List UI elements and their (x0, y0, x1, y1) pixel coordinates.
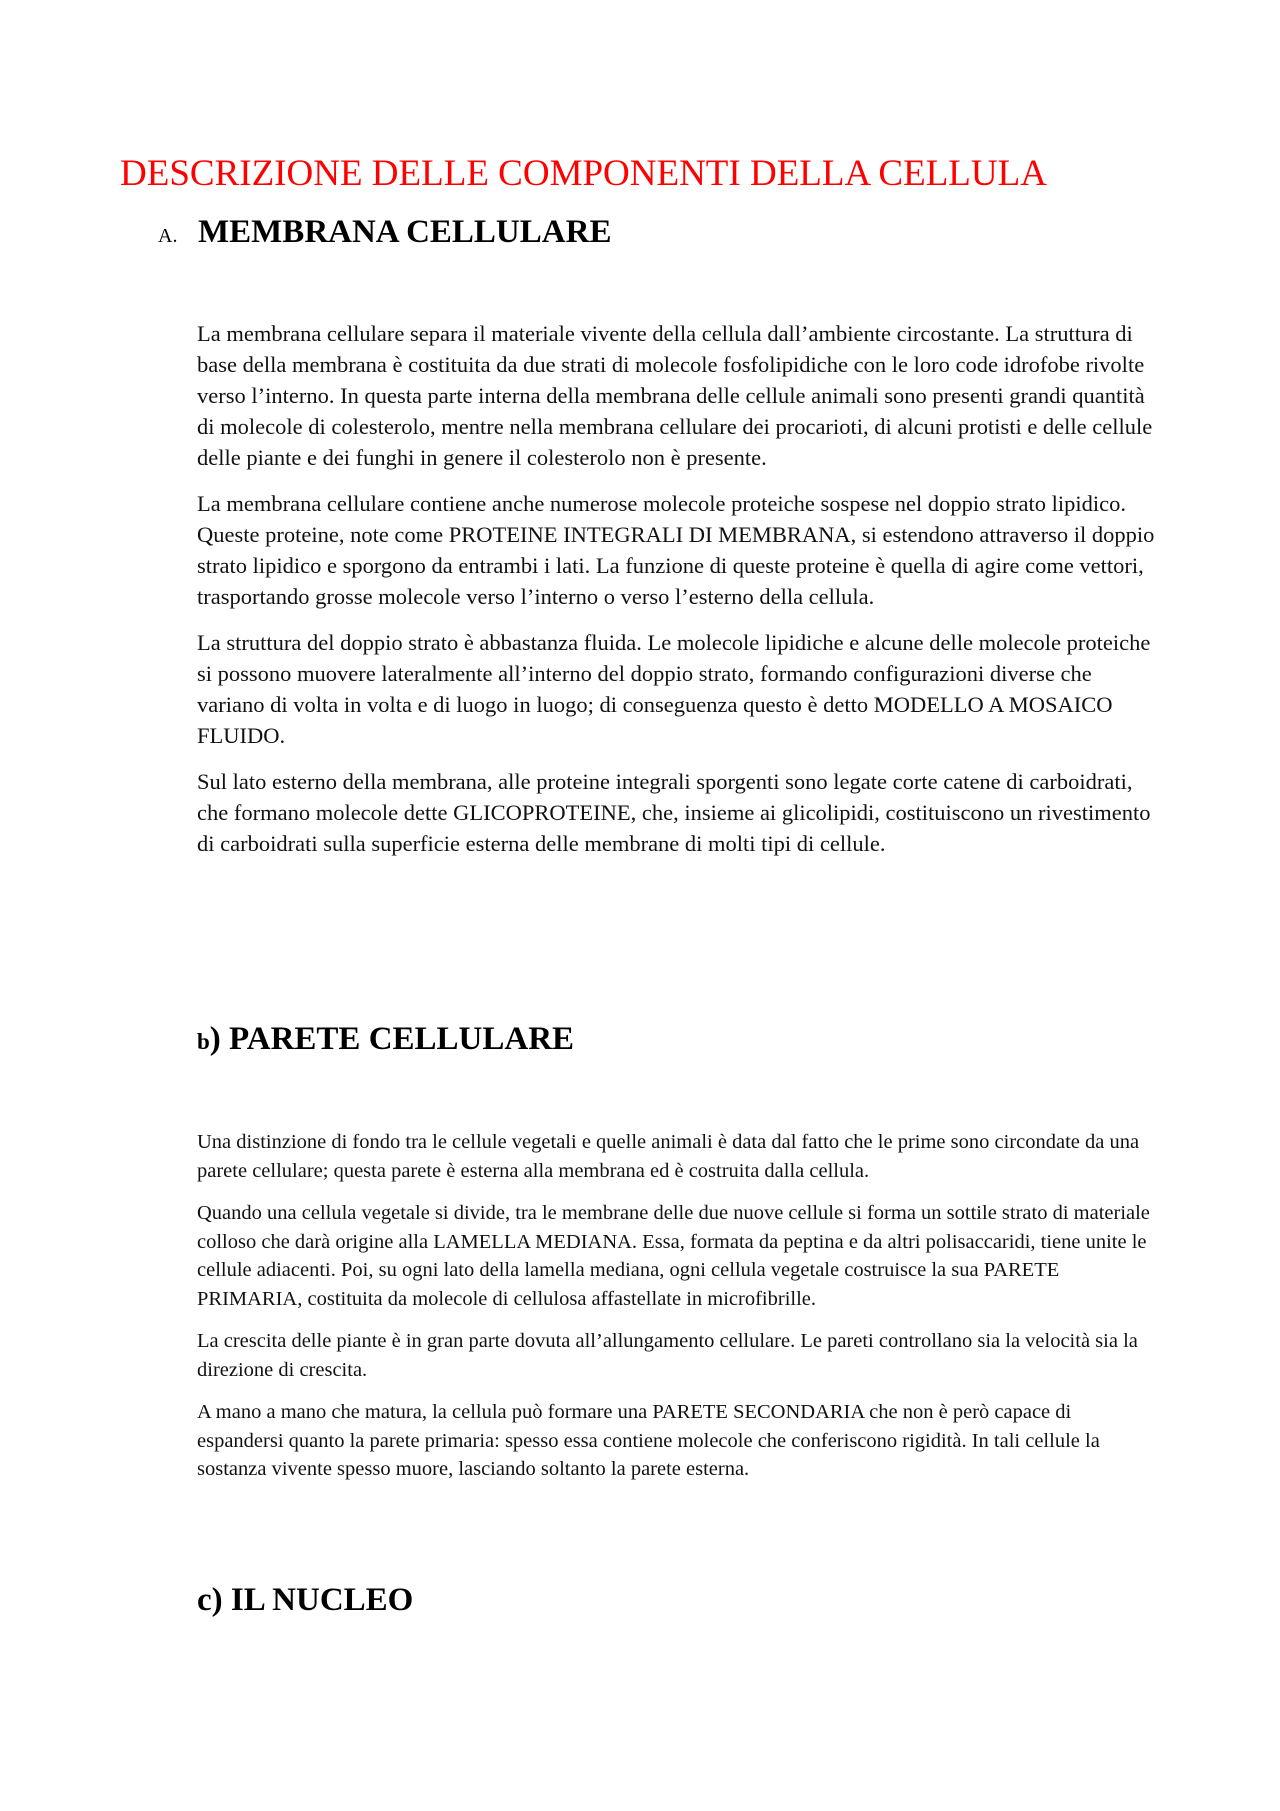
section-heading-text: ) PARETE CELLULARE (209, 1021, 575, 1057)
section-heading-nucleo: c) IL NUCLEO (197, 1582, 414, 1618)
section-body-membrana (197, 318, 1157, 874)
section-heading-parete (197, 1021, 574, 1058)
paragraph: La struttura del doppio strato è abbastanza fluida. Le molecole lipidiche e alcune delle molecole proteiche si possono muovere lateralmente all’interno del doppio strato, formando configurazioni diverse che variano di volta in volta e di luogo in luogo; di conseguenza questo è detto MODELLO A MOSAICO FLUIDO. (197, 630, 1151, 748)
section-body-parete (197, 1128, 1157, 1498)
paragraph: Una distinzione di fondo tra le cellule vegetali e quelle animali è data dal fatto che le prime sono circondate da una parete cellulare; questa parete è esterna alla membrana ed è costruita dalla cellula. (197, 1131, 1140, 1182)
section-heading-membrana (158, 214, 611, 251)
page-title: DESCRIZIONE DELLE COMPONENTI DELLA CELLULA (120, 153, 1047, 194)
paragraph: A mano a mano che matura, la cellula può formare una PARETE SECONDARIA che non è però capace di espandersi quanto la parete primaria: spesso essa contiene molecole che conferiscono rigidità. In tali cellule la sostanza vivente spesso muore, lasciando soltanto la parete esterna. (197, 1401, 1100, 1480)
section-heading-text: MEMBRANA CELLULARE (198, 214, 612, 250)
paragraph: La crescita delle piante è in gran parte dovuta all’allungamento cellulare. Le pareti controllano sia la velocità sia la direzione di crescita. (197, 1330, 1138, 1381)
paragraph: Sul lato esterno della membrana, alle proteine integrali sporgenti sono legate corte catene di carboidrati, che formano molecole dette GLICOPROTEINE, che, insieme ai glicolipidi, costituiscono un rivestimento di carboidrati sulla superficie esterna delle membrane di molti tipi di cellule. (197, 769, 1151, 856)
paragraph: Quando una cellula vegetale si divide, tra le membrane delle due nuove cellule si forma un sottile strato di materiale colloso che darà origine alla LAMELLA MEDIANA. Essa, formata da peptina e da altri polisaccaridi, tiene unite le cellule adiacenti. Poi, su ogni lato della lamella mediana, ogni cellula vegetale costruisce la sua PARETE PRIMARIA, costituita da molecole di cellulosa affastellate in microfibrille. (197, 1202, 1150, 1310)
section-marker: A. (158, 225, 178, 247)
paragraph: La membrana cellulare contiene anche numerose molecole proteiche sospese nel doppio strato lipidico. Queste proteine, note come PROTEINE INTEGRALI DI MEMBRANA, si estendono attraverso il doppio strato lipidico e sporgono da entrambi i lati. La funzione di queste proteine è quella di agire come vettori, trasportando grosse molecole verso l’interno o verso l’esterno della cellula. (197, 491, 1155, 609)
paragraph: La membrana cellulare separa il materiale vivente della cellula dall’ambiente circostante. La struttura di base della membrana è costituita da due strati di molecole fosfolipidiche con le loro code idrofobe rivolte verso l’interno. In questa parte interna della membrana delle cellule animali sono presenti grandi quantità di molecole di colesterolo, mentre nella membrana cellulare dei procarioti, di alcuni protisti e delle cellule delle piante e dei funghi in genere il colesterolo non è presente. (197, 321, 1153, 470)
section-marker: b (197, 1029, 210, 1054)
